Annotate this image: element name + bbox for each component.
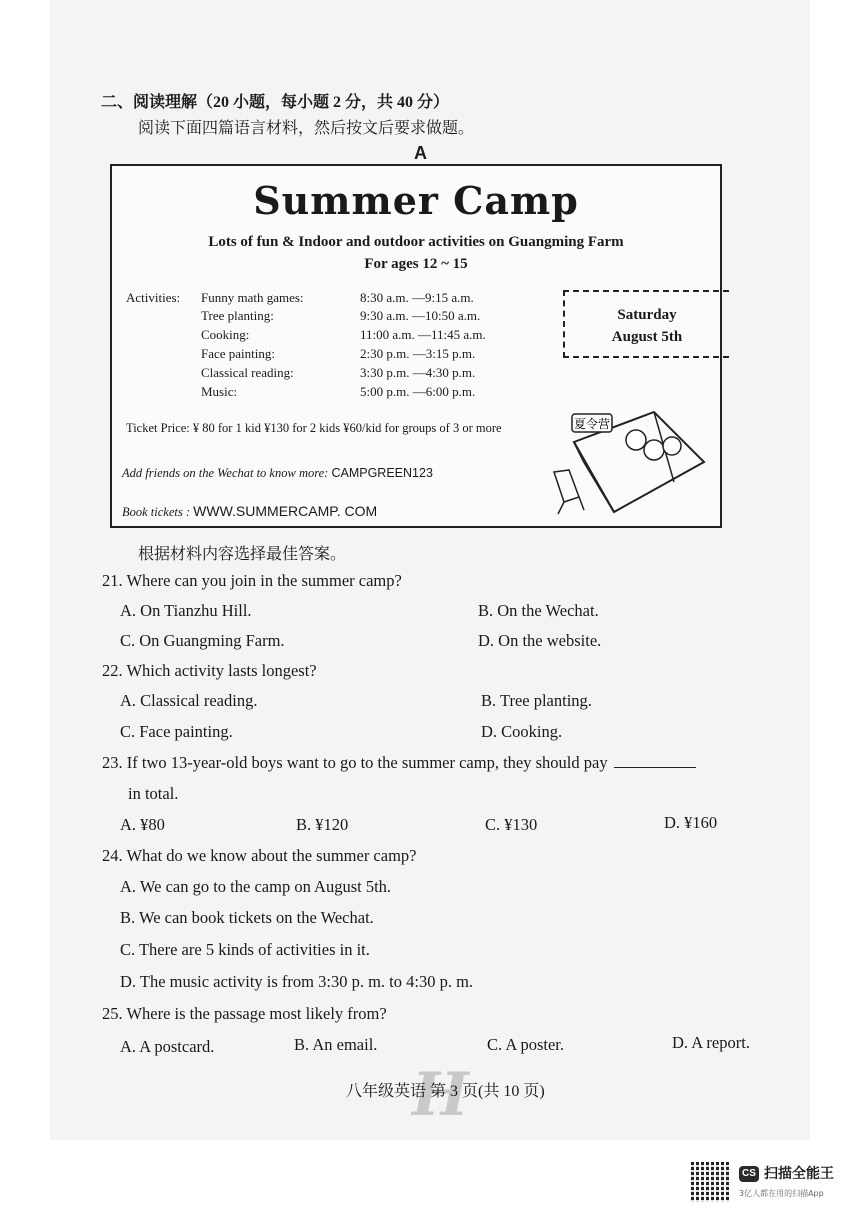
- question-option: C. ¥130: [485, 815, 538, 834]
- question-stem: 21. Where can you join in the summer camp?: [102, 571, 402, 590]
- activities-label: Activities:: [126, 290, 181, 305]
- activity-time: 3:30 p.m. —4:30 p.m.: [360, 365, 476, 380]
- poster-ages: For ages 12 ~ 15: [364, 256, 468, 272]
- question-option: A. On Tianzhu Hill.: [120, 601, 252, 620]
- book-line: [122, 503, 377, 520]
- tent-sign: 夏令营: [573, 417, 611, 431]
- activity-time: 5:00 p.m. —6:00 p.m.: [360, 384, 476, 399]
- question-option: D. The music activity is from 3:30 p. m. to 4:30 p. m.: [120, 972, 474, 991]
- question-option: C. Face painting.: [120, 722, 233, 741]
- question-option: A. ¥80: [120, 815, 165, 834]
- date-weekday: Saturday: [617, 307, 677, 323]
- activity-time: 2:30 p.m. —3:15 p.m.: [360, 346, 476, 361]
- answer-blank: [614, 753, 696, 768]
- question-stem-continued: in total.: [128, 784, 179, 803]
- question-option: C. A poster.: [487, 1035, 565, 1054]
- activity-time: 8:30 a.m. —9:15 a.m.: [360, 290, 474, 305]
- summer-camp-poster: [110, 164, 722, 528]
- watermark-letter: H: [412, 1060, 469, 1130]
- book-url: WWW.SUMMERCAMP. COM: [193, 503, 378, 519]
- question-stem: [102, 753, 696, 773]
- question-option: D. ¥160: [664, 813, 718, 832]
- question-option: B. Tree planting.: [481, 691, 592, 710]
- activity-name: Cooking:: [201, 327, 250, 342]
- activity-name: Tree planting:: [201, 308, 274, 323]
- question-option: C. There are 5 kinds of activities in it.: [120, 940, 370, 959]
- question-stem: 24. What do we know about the summer camp?: [102, 846, 417, 865]
- question-option: B. An email.: [294, 1035, 378, 1054]
- question-option: B. ¥120: [296, 815, 349, 834]
- section-intro: 阅读下面四篇语言材料，然后按文后要求做题。: [138, 120, 475, 137]
- book-label: Book tickets :: [122, 505, 194, 519]
- question-stem-text: 23. If two 13-year-old boys want to go to the summer camp, they should pay: [102, 753, 608, 772]
- question-option: D. On the website.: [478, 631, 602, 650]
- date-day: August 5th: [611, 329, 683, 345]
- scanner-app-name: 扫描全能王: [764, 1166, 834, 1182]
- activity-name: Funny math games:: [201, 290, 304, 305]
- question-option: D. Cooking.: [481, 722, 563, 741]
- wechat-code: CAMPGREEN123: [331, 466, 433, 480]
- section-title: 二、阅读理解（20 小题，每小题 2 分，共 40 分）: [101, 94, 450, 111]
- question-option: A. A postcard.: [120, 1037, 215, 1056]
- tent-illustration: [544, 402, 714, 522]
- date-box: [563, 290, 729, 358]
- question-option: D. A report.: [672, 1033, 750, 1052]
- question-stem: 22. Which activity lasts longest?: [102, 661, 317, 680]
- question-option: C. On Guangming Farm.: [120, 631, 285, 650]
- ticket-price: Ticket Price: ¥ 80 for 1 kid ¥130 for 2 kids ¥60/kid for groups of 3 or more: [126, 421, 502, 435]
- activity-time: 9:30 a.m. —10:50 a.m.: [360, 308, 481, 323]
- question-option: A. We can go to the camp on August 5th.: [120, 877, 392, 896]
- question-option: A. Classical reading.: [120, 691, 258, 710]
- poster-subtitle: Lots of fun & Indoor and outdoor activities on Guangming Farm: [208, 234, 624, 250]
- instruction: 根据材料内容选择最佳答案。: [138, 546, 347, 563]
- wechat-label: Add friends on the Wechat to know more:: [122, 466, 332, 480]
- activity-name: Face painting:: [201, 346, 276, 361]
- question-option: B. On the Wechat.: [478, 601, 599, 620]
- page-footer: 八年级英语 第 3 页(共 10 页): [346, 1083, 545, 1100]
- question-option: B. We can book tickets on the Wechat.: [120, 908, 374, 927]
- activity-time: 11:00 a.m. —11:45 a.m.: [360, 327, 486, 342]
- question-stem: 25. Where is the passage most likely from?: [102, 1004, 387, 1023]
- passage-letter: A: [414, 143, 427, 163]
- wechat-line: [122, 466, 433, 481]
- poster-title: Summer Camp: [253, 178, 579, 223]
- activity-name: Music:: [201, 384, 238, 399]
- qr-code-icon: [691, 1162, 731, 1202]
- scanner-logo: CS: [739, 1166, 759, 1182]
- activity-name: Classical reading:: [201, 365, 294, 380]
- scanner-tagline: 3亿人都在用的扫描App: [739, 1189, 824, 1198]
